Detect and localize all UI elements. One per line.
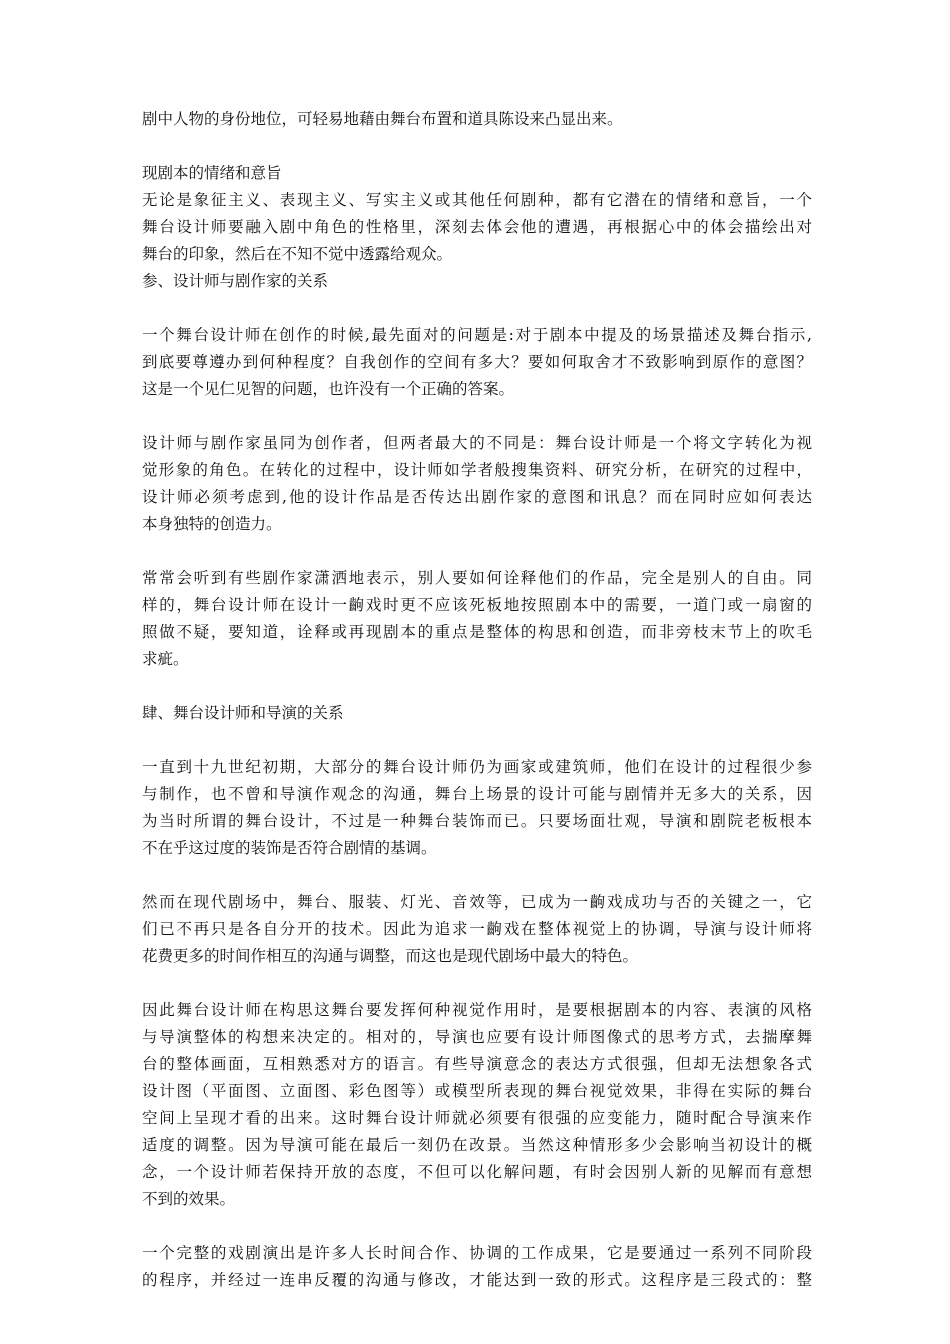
section-heading: 参、设计师与剧作家的关系 [142,272,329,290]
paragraph-line: 然而在现代剧场中，舞台、服装、灯光、音效等，已成为一齣戏成功与否的关键之一，它 [142,893,812,911]
paragraph-line: 剧中人物的身份地位，可轻易地藉由舞台布置和道具陈设来凸显出来。 [142,110,623,128]
paragraph-gap [142,1213,812,1240]
section-heading: 肆、舞台设计师和导演的关系 [142,704,344,722]
paragraph-line: 们已不再只是各自分开的技术。因此为追求一齣戏在整体视觉上的协调，导演与设计师将 [142,920,812,938]
paragraph-gap [142,862,812,889]
paragraph-line: 适度的调整。因为导演可能在最后一刻仍在改景。当然这种情形多少会影响当初设计的概 [142,1136,812,1154]
paragraph-gap [142,673,812,700]
paragraph-line: 与导演整体的构想来决定的。相对的，导演也应要有设计师图像式的思考方式，去揣摩舞 [142,1028,812,1046]
paragraph-line: 花费更多的时间作相互的沟通与调整，而这也是现代剧场中最大的特色。 [142,947,639,965]
paragraph-line: 一个完整的戏剧演出是许多人长时间合作、协调的工作成果，它是要通过一系列不同阶段 [142,1244,812,1262]
paragraph-line: 为当时所谓的舞台设计，不过是一种舞台装饰而已。只要场面壮观，导演和剧院老板根本 [142,812,812,830]
paragraph-gap [142,403,812,430]
paragraph-line: 舞台的印象，然后在不知不觉中透露给观众。 [142,245,453,263]
paragraph-line: 求疵。 [142,650,189,668]
paragraph-gap [142,133,812,160]
document-body [142,106,812,1294]
paragraph-gap [142,727,812,754]
paragraph-line: 设计师与剧作家虽同为创作者，但两者最大的不同是：舞台设计师是一个将文字转化为视 [142,434,812,452]
paragraph-gap [142,970,812,997]
paragraph-line: 一直到十九世纪初期，大部分的舞台设计师仍为画家或建筑师，他们在设计的过程很少参 [142,758,812,776]
paragraph-line: 这是一个见仁见智的问题，也许没有一个正确的答案。 [142,380,515,398]
section-heading: 现剧本的情绪和意旨 [142,164,282,182]
paragraph-line: 样的，舞台设计师在设计一齣戏时更不应该死板地按照剧本中的需要，一道门或一扇窗的 [142,596,812,614]
paragraph-line: 无论是象征主义、表现主义、写实主义或其他任何剧种，都有它潜在的情绪和意旨，一个 [142,191,812,209]
paragraph-line: 本身独特的创造力。 [142,515,282,533]
paragraph-line: 常常会听到有些剧作家潇洒地表示，别人要如何诠释他们的作品，完全是别人的自由。同 [142,569,812,587]
paragraph-line: 的程序，并经过一连串反覆的沟通与修改，才能达到一致的形式。这程序是三段式的：整 [142,1271,812,1289]
paragraph-line: 空间上呈现才看的出来。这时舞台设计师就必须要有很强的应变能力，随时配合导演来作 [142,1109,812,1127]
paragraph-line: 与制作，也不曾和导演作观念的沟通，舞台上场景的设计可能与剧情并无多大的关系，因 [142,785,812,803]
paragraph-line: 不在乎这过度的装饰是否符合剧情的基调。 [142,839,437,857]
paragraph-line: 设计图（平面图、立面图、彩色图等）或模型所表现的舞台视觉效果，非得在实际的舞台 [142,1082,812,1100]
paragraph-line: 因此舞台设计师在构思这舞台要发挥何种视觉作用时，是要根据剧本的内容、表演的风格 [142,1001,812,1019]
paragraph-line: 到底要尊遵办到何种程度？自我创作的空间有多大？要如何取舍才不致影响到原作的意图？ [142,353,812,371]
paragraph-line: 照做不疑，要知道，诠释或再现剧本的重点是整体的构思和创造，而非旁枝末节上的吹毛 [142,623,812,641]
paragraph-line: 台的整体画面，互相熟悉对方的语言。有些导演意念的表达方式很强，但却无法想象各式 [142,1055,812,1073]
paragraph-line: 设计师必须考虑到,他的设计作品是否传达出剧作家的意图和讯息？而在同时应如何表达 [142,488,812,506]
paragraph-line: 不到的效果。 [142,1190,236,1208]
paragraph-gap [142,295,812,322]
paragraph-line: 念，一个设计师若保持开放的态度，不但可以化解问题，有时会因别人新的见解而有意想 [142,1163,812,1181]
paragraph-gap [142,538,812,565]
paragraph-line: 一个舞台设计师在创作的时候,最先面对的问题是:对于剧本中提及的场景描述及舞台指示, [142,326,812,344]
paragraph-line: 觉形象的角色。在转化的过程中，设计师如学者般搜集资料、研究分析，在研究的过程中， [142,461,812,479]
paragraph-line: 舞台设计师要融入剧中角色的性格里，深刻去体会他的遭遇，再根据心中的体会描绘出对 [142,218,812,236]
